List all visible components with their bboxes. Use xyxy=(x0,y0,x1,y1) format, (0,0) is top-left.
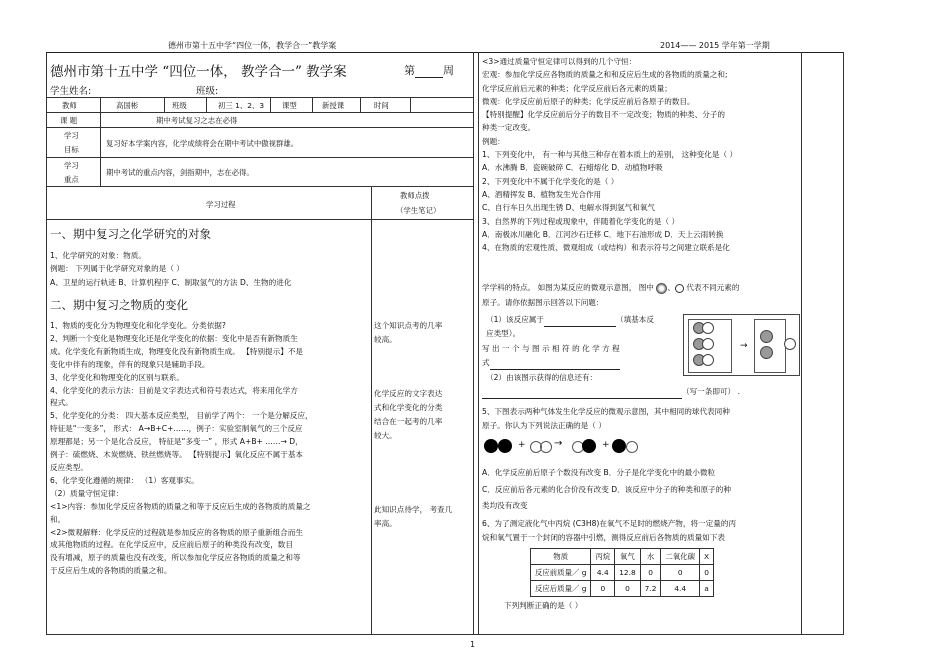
table-cell: 12.8 xyxy=(615,565,640,581)
q4-line-6: 写 出 一 个 与 图 示 相 符 的 化 学 方 程 xyxy=(482,344,620,353)
q5-option-cd-cont: 类均没有改变 xyxy=(482,501,528,510)
s2-line: 和。 xyxy=(50,514,66,524)
q5-plus-1: + xyxy=(518,440,526,450)
goal-value: 复习好本学案内容，化学成绩将会在期中考试中傲视群雄。 xyxy=(106,139,299,148)
note-2-line-2: 式和化学变化的分类 xyxy=(374,403,443,412)
molecule-atom-2 xyxy=(702,322,714,334)
right-line: 3、自然界的下列过程或现象中，伴随着化学变化的是（ ） xyxy=(482,216,680,226)
s2-line: 2、判断一个变化是物理变化还是化学变化的依据：变化中是否有新物质生 xyxy=(50,333,298,343)
q5-option-ab: A．化学反应前后原子个数没有改变 B．分子是化学变化中的最小微粒 xyxy=(482,468,716,477)
s1-line-2: 例题： 下列属于化学研究对象的是（ ） xyxy=(50,264,184,273)
table-cell: 0 xyxy=(640,565,661,581)
s2-line: 没有增减，原子的质量也没有改变，所以参加化学反应各物质的质量之和等 xyxy=(50,553,301,563)
reaction-arrow: → xyxy=(740,341,748,351)
right-line: 微观：化学反应前后原子的种类；化学反应前后各原子的数目。 xyxy=(482,96,695,106)
right-line: A．水沸腾 B．瓷碗破碎 C．石蜡熔化 D．动植物呼吸 xyxy=(482,163,663,173)
q4-line-5: 应类型）。 xyxy=(486,329,521,338)
right-line: 种类一定改变。 xyxy=(482,123,536,133)
table-cell: 反应前质量／ g xyxy=(531,565,591,581)
right-body xyxy=(482,55,800,254)
table-cell: 丙烷 xyxy=(591,549,615,565)
table-row xyxy=(531,581,714,597)
table-cell: 7.2 xyxy=(640,581,661,597)
right-line: 化学反应前后元素的种类；化学反应前后各元素的质量； xyxy=(482,83,672,93)
right-line: <3>通过质量守恒定律可以得到的几个守恒： xyxy=(482,57,637,66)
right-line: A．南极冰川融化 B．江河沙石迁移 C．地下石油形成 D．天上云雨转换 xyxy=(482,229,724,239)
header-left: 德州市第十五中学“四位一体，教学合一”教学案 xyxy=(168,41,337,50)
molecule-atom-6 xyxy=(702,354,714,366)
section-2-body xyxy=(50,320,370,578)
table-cell: 反应后质量／ g xyxy=(531,581,591,597)
s2-line: （2）质量守恒定律： xyxy=(50,488,124,498)
class-field: 班级: xyxy=(196,83,296,98)
s2-line: 原理都是；另一个是化合反应， 特征是“多变一” ，形式 A+B+ ……→ D， xyxy=(50,437,303,447)
note-1-line-2: 较高。 xyxy=(374,335,397,344)
q5-black-atom-4 xyxy=(612,439,626,453)
q6-line-2: 烷和氧气置于一个封闭的容器中引燃，测得反应前后各物质的质量如下表 xyxy=(482,533,725,542)
table-cell: 氧气 xyxy=(615,549,640,565)
key-value: 期中考试的重点内容，剑指期中，志在必得。 xyxy=(106,168,254,177)
header-rule xyxy=(46,52,844,53)
right-line: 宏观：参加化学反应各物质的质量之和和反应后生成的各物质的质量之和; xyxy=(482,70,728,80)
table-cell: 0 xyxy=(615,581,640,597)
table-row xyxy=(531,565,714,581)
note-3-line-2: 率高。 xyxy=(374,519,397,528)
atom-icon xyxy=(656,283,667,294)
notes-label-1: 教师点拨 xyxy=(400,191,430,200)
product-atom-3 xyxy=(784,338,796,350)
s1-line-1: 1、化学研究的对象：物质。 xyxy=(50,251,146,260)
right-line: 4、在物质的宏观性质、微观组成（或结构）和表示符号之间建立联系是化 xyxy=(482,243,730,253)
q4-line-7: 式 xyxy=(482,357,620,370)
s2-line: <1>内容：参加化学反应各物质的质量之和等于反应后生成的各物质的质量之 xyxy=(50,501,311,511)
right-line: C、自行车日久出现生锈 D、电解水得到氢气和氧气 xyxy=(482,203,656,213)
q5-option-cd: C．反应前后各元素的化合价没有改变 D．该反应中分子的种类和原子的种 xyxy=(482,485,731,494)
table-cell: 二氧化碳 xyxy=(661,549,700,565)
note-2-line-1: 化学反应的文字表达 xyxy=(374,389,443,398)
q4-line-2: 学学科的特点。 如图为某反应的微观示意图， 图中 、 代表不同元素的 xyxy=(482,283,740,292)
q5-white-atom-2 xyxy=(540,441,552,453)
s2-line: 3、化学变化和物理变化的区别与联系。 xyxy=(50,372,184,382)
table-cell: 4.4 xyxy=(591,565,615,581)
table-cell: X xyxy=(700,549,714,565)
header-right: 2014—— 2015 学年第一学期 xyxy=(660,41,770,50)
table-cell: 物质 xyxy=(531,549,591,565)
goal-label-2: 目标 xyxy=(64,145,79,154)
section-1-title: 一、期中复习之化学研究的对象 xyxy=(50,227,211,241)
teacher-value: 高国彬 xyxy=(116,101,139,110)
s2-line: 特征是“一变多”， 形式： A→B+C+……，例子：实验室制氧气的三个反应 xyxy=(50,424,303,434)
q5-line-2: 原子。你认为下列说法正确的是（ ） xyxy=(482,421,606,430)
right-line: A、酒精挥发 B、植物发生光合作用 xyxy=(482,189,602,199)
s2-line: 程式。 xyxy=(50,398,73,408)
s2-line: 5、化学变化的分类： 四大基本反应类型， 目前学了两个： 一个是分解反应， xyxy=(50,411,313,421)
q5-black-atom-3 xyxy=(582,439,596,453)
product-box xyxy=(754,319,786,373)
q4-line-3: 原子。请你依据图示回答以下问题： xyxy=(482,298,604,307)
time-label: 时间 xyxy=(374,101,389,110)
s1-line-3: A、卫星的运行轨迹 B、计算机程序 C、制取氢气的方法 D、生物的进化 xyxy=(50,278,292,287)
key-label-2: 重点 xyxy=(64,175,79,184)
teacher-label: 教师 xyxy=(62,101,77,110)
week-field: 第 周 xyxy=(404,64,454,77)
q5-black-atom-2 xyxy=(498,439,512,453)
table-row xyxy=(531,549,714,565)
notes-label-2: （学生笔记） xyxy=(396,206,441,215)
type-label: 课型 xyxy=(282,101,297,110)
q4-line-9: （写一条即可） . xyxy=(482,386,740,399)
table-cell: 0 xyxy=(700,565,714,581)
topic-value: 期中考试复习之志在必得 xyxy=(156,116,238,125)
note-1-line-1: 这个知识点考的几率 xyxy=(374,321,443,330)
goal-label-1: 学习 xyxy=(64,131,79,140)
student-name-field: 学生姓名: xyxy=(50,83,181,98)
q5-line-1: 5、下图表示两种气体发生化学反应的微观示意图，其中相同的球代表同种 xyxy=(482,407,730,416)
class-value: 初三 1、2、3 xyxy=(218,101,265,110)
s2-line: 成其他物质的过程。在化学反应中，反应前后原子的种类没有改变，数目 xyxy=(50,540,293,550)
key-label-1: 学习 xyxy=(64,161,79,170)
right-line: 1、下列变化中， 有一种与其他三种存在着本质上的差别， 这种变化是（ ） xyxy=(482,150,738,160)
note-2-line-4: 较大。 xyxy=(374,431,397,440)
table-cell: 4.4 xyxy=(661,581,700,597)
process-label: 学习过程 xyxy=(206,200,236,209)
s2-line: 成。化学变化有新物质生成，物理变化没有新物质生成。 【特别提示】不是 xyxy=(50,346,304,356)
table-cell: a xyxy=(700,581,714,597)
s2-line: 于反应后生成的各物质的质量之和。 xyxy=(50,566,172,576)
s2-line: <2>微观解释：化学反应的过程就是参加反应的各物质的原子重新组合而生 xyxy=(50,527,303,537)
table-cell: 0 xyxy=(661,565,700,581)
s2-line: 反应类型。 xyxy=(50,462,88,472)
q5-arrow: → xyxy=(554,438,563,449)
molecule-atom-4 xyxy=(702,338,714,350)
right-line: 例题： xyxy=(482,136,505,146)
topic-label: 课 题 xyxy=(60,116,78,125)
type-value: 新授课 xyxy=(322,101,345,110)
s2-line: 变化中伴有的现象，伴有的现象只是辅助手段。 xyxy=(50,359,210,369)
page-number: 1 xyxy=(470,640,476,649)
product-atom-1 xyxy=(760,330,773,343)
s2-line: 例子：硫燃烧、木炭燃烧、铁丝燃烧等。 【特别提示】氧化反应不属于基本 xyxy=(50,450,304,460)
q6-end: 下列判断正确的是（ ） xyxy=(504,601,583,610)
q6-line-1: 6、为了测定液化气中丙烷 (C3H8)在氧气不足时的燃烧产物，将一定量的丙 xyxy=(482,519,737,528)
q5-black-atom-1 xyxy=(484,439,498,453)
section-2-title: 二、期中复习之物质的变化 xyxy=(50,298,188,312)
s2-line: 4、化学变化的表示方法：目前是文字表达式和符号表达式，将来用化学方 xyxy=(50,385,298,395)
note-2-line-3: 结合在一起考的几率 xyxy=(374,417,443,426)
q5-plus-2: + xyxy=(602,440,610,450)
right-line: 2、下列变化中不属于化学变化的是（ ） xyxy=(482,176,619,186)
s2-line: 1、物质的变化分为物理变化和化学变化。分类依据? xyxy=(50,321,226,330)
atom-dark-icon xyxy=(675,284,684,293)
page-title: 德州市第十五中学 “四位一体， 教学合一” 教学案 xyxy=(50,64,347,80)
table-cell: 水 xyxy=(640,549,661,565)
right-line: 【特别提醒】化学反应前后分子的数目不一定改变；物质的种类、分子的 xyxy=(482,110,725,120)
table-cell: 0 xyxy=(591,581,615,597)
q4-line-8: （2）由该图示获得的信息还有： xyxy=(486,373,598,382)
product-atom-2 xyxy=(760,346,773,359)
class-label: 班级 xyxy=(172,101,187,110)
q4-line-4: （1）该反应属于 （填基本反 xyxy=(486,314,654,327)
note-3-line-1: 此知识点待学， 考查几 xyxy=(374,505,453,514)
q5-white-atom-4 xyxy=(626,441,638,453)
s2-line: 6、化学变化遵循的规律： （1）客观事实。 xyxy=(50,475,199,485)
q6-mass-table xyxy=(530,548,714,597)
